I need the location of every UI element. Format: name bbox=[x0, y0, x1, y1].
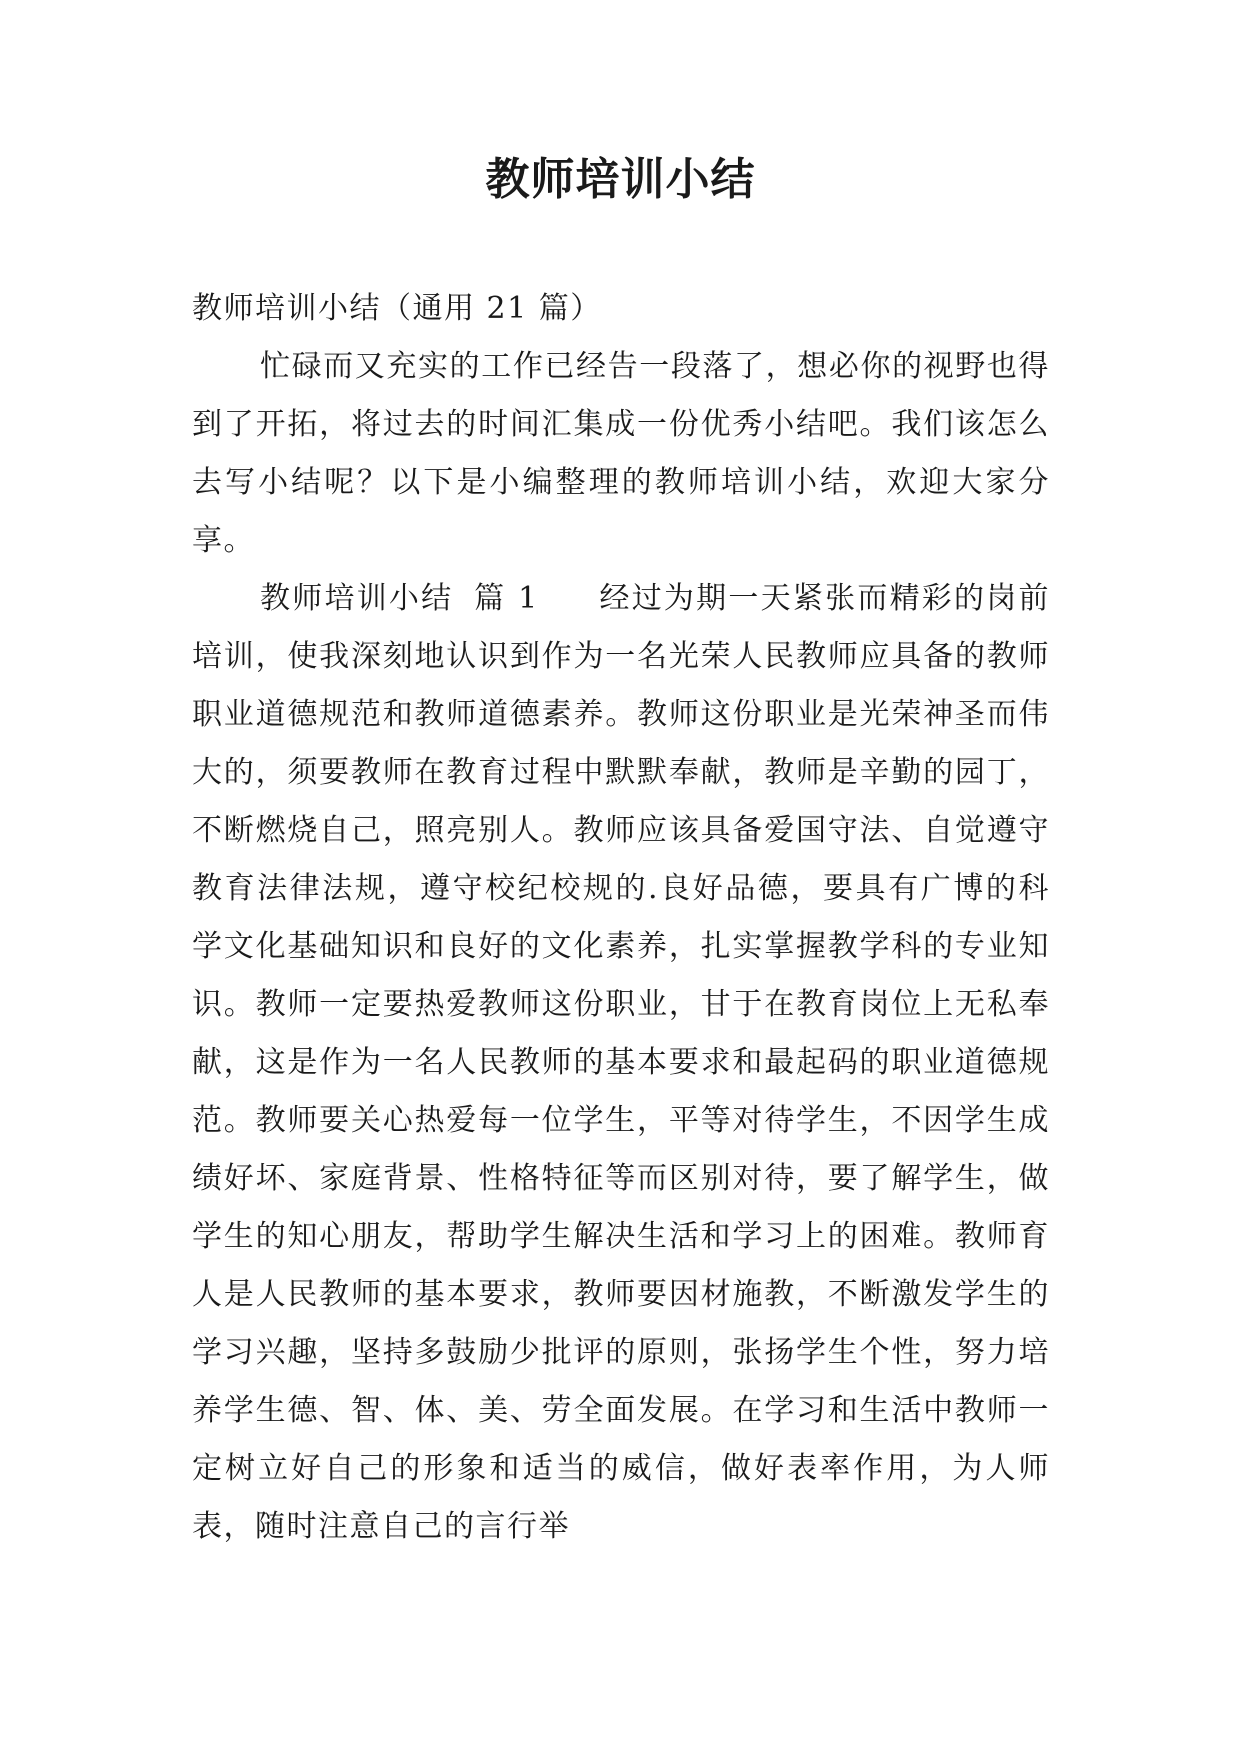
section-1-text: 经过为期一天紧张而精彩的岗前培训，使我深刻地认识到作为一名光荣人民教师应具备的教师职业道德规范和教师道德素养。教师这份职业是光荣神圣而伟大的，须要教师在教育过程中默默奉献，教师是辛勤的园丁，不断燃烧自己，照亮别人。教师应该具备爱国守法、自觉遵守教育法律法规，遵守校纪校规的.良好品德，要具有广博的科学文化基础知识和良好的文化素养，扎实掌握教学科的专业知识。教师一定要热爱教师这份职业，甘于在教育岗位上无私奉献，这是作为一名人民教师的基本要求和最起码的职业道德规范。教师要关心热爱每一位学生，平等对待学生，不因学生成绩好坏、家庭背景、性格特征等而区别对待，要了解学生，做学生的知心朋友，帮助学生解决生活和学习上的困难。教师育人是人民教师的基本要求，教师要因材施教，不断激发学生的学习兴趣，坚持多鼓励少批评的原则，张扬学生个性，努力培养学生德、智、体、美、劳全面发展。在学习和生活中教师一定树立好自己的形象和适当的威信，做好表率作用，为人师表，随时注意自己的言行举 bbox=[192, 581, 1051, 1544]
document-subtitle: 教师培训小结（通用 21 篇） bbox=[192, 291, 602, 326]
document-body bbox=[192, 280, 1050, 1556]
section-1-label: 篇 1 bbox=[473, 581, 539, 616]
section-1-paragraph bbox=[192, 570, 1050, 1556]
document-title: 教师培训小结 bbox=[485, 154, 756, 205]
intro-paragraph: 忙碌而又充实的工作已经告一段落了，想必你的视野也得到了开拓，将过去的时间汇集成一份优秀小结吧。我们该怎么去写小结呢？以下是小编整理的教师培训小结，欢迎大家分享。 bbox=[192, 349, 1050, 558]
section-1-heading: 教师培训小结 bbox=[260, 581, 454, 616]
